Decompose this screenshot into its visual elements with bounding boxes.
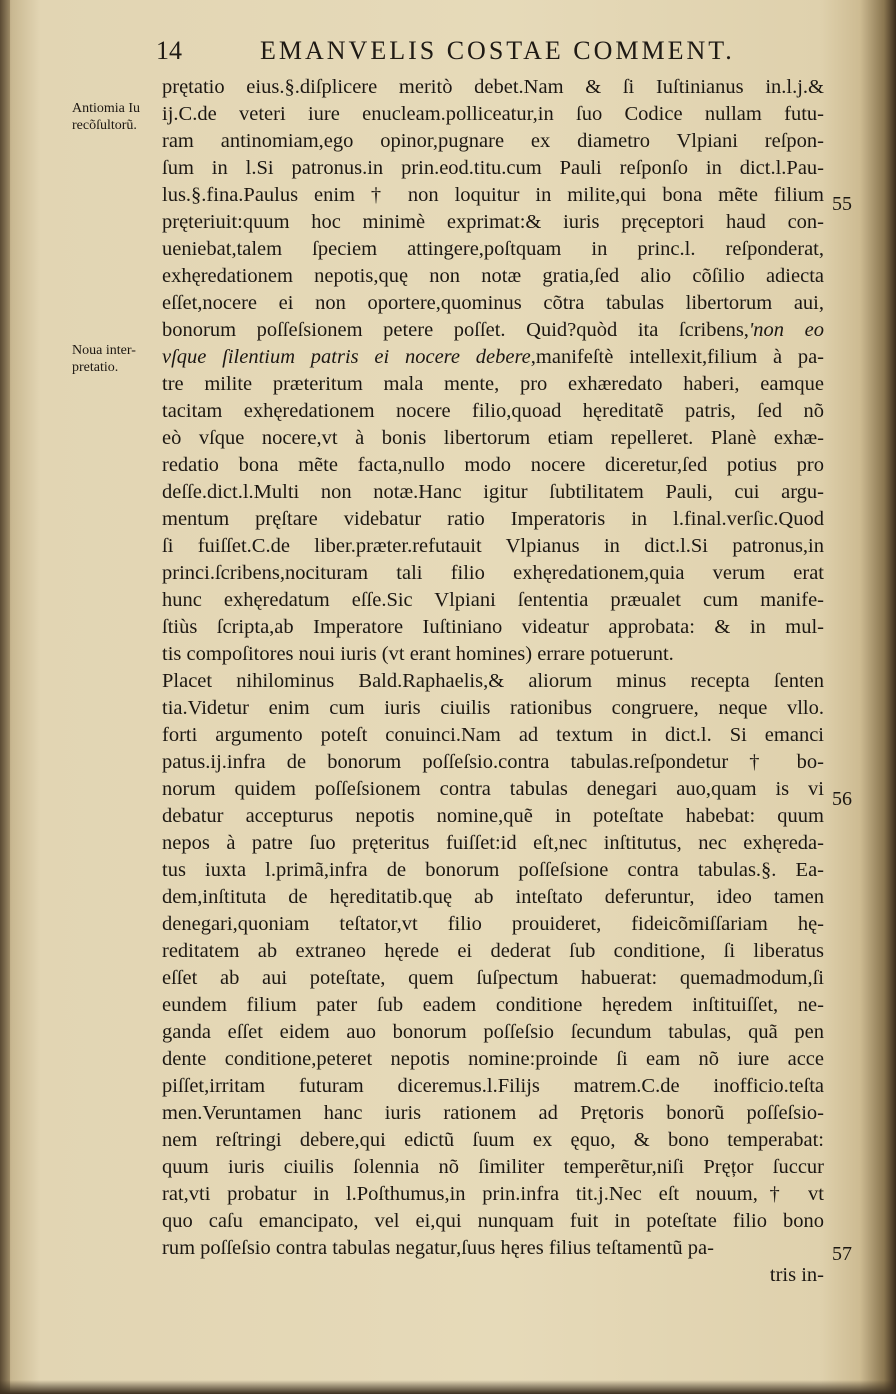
- text-line: patus.ij.infra de bonorum poſſeſsio.contra tabulas.reſpondetur † bo-: [162, 751, 824, 773]
- page-gutter: [0, 0, 10, 1394]
- margin-number-55: 55: [832, 193, 852, 215]
- text-line: men.Veruntamen hanc iuris rationem ad Prętoris bonorũ poſſeſsio-: [162, 1102, 824, 1124]
- text-line: ueniebat,talem ſpeciem attingere,poſtquam in princ.l. reſponderat,: [162, 238, 824, 260]
- text-line: pręteriuit:quum hoc minimè exprimat:& iuris pręceptori haud con-: [162, 211, 824, 233]
- text-line: dente conditione,peteret nepotis nomine:proinde ſi eam nõ iure acce: [162, 1048, 824, 1070]
- text-line: deſſe.dict.l.Multi non notæ.Hanc igitur ſubtilitatem Pauli, cui argu-: [162, 481, 824, 503]
- text-line: mentum pręſtare videbatur ratio Imperatoris in l.final.verſic.Quod: [162, 508, 824, 530]
- text-line: nem reſtringi debere,qui edictũ ſuum ex ęquo, & bono temperabat:: [162, 1129, 824, 1151]
- text-line: tus iuxta l.primã,infra de bonorum poſſeſsione contra tabulas.§. Ea-: [162, 859, 824, 881]
- text-line: ij.C.de veteri iure enucleam.polliceatur,in ſuo Codice nullam futu-: [162, 103, 824, 125]
- text-line: Placet nihilominus Bald.Raphaelis,& aliorum minus recepta ſenten: [162, 670, 824, 692]
- text-line: ſi fuiſſet.C.de liber.præter.refutauit Vlpianus in dict.l.Si patronus,in: [162, 535, 824, 557]
- margin-note-noua-interpretatio: Noua inter- pretatio.: [72, 343, 136, 375]
- text-line: dem,inſtituta de hęreditatib.quę ab inteſtato deferuntur, ideo tamen: [162, 886, 824, 908]
- text-line: eundem filium pater ſub eadem conditione hęredem inſtituiſſet, ne-: [162, 994, 824, 1016]
- text-line: exhęredationem nepotis,quę non notæ gratia,ſed alio cõſilio adiecta: [162, 265, 824, 287]
- margin-number-56: 56: [832, 788, 852, 810]
- text-line: forti argumento poteſt conuinci.Nam ad textum in dict.l. Si emanci: [162, 724, 824, 746]
- text-line: rat,vti probatur in l.Poſthumus,in prin.infra tit.j.Nec eſt nouum,† vt: [162, 1183, 824, 1205]
- text-line: redatio bona mẽte facta,nullo modo nocere diceretur,ſed potius pro: [162, 454, 824, 476]
- running-title: EMANVELIS COSTAE COMMENT.: [260, 36, 735, 65]
- margin-note-antinomia: Antiomia Iu recõſultorũ.: [72, 101, 141, 133]
- text-line: tris in-: [769, 1264, 824, 1286]
- text-line: tacitam exhęredationem nocere filio,quoad hęreditatẽ patris, ſed nõ: [162, 400, 824, 422]
- margin-number-57: 57: [832, 1243, 852, 1265]
- page-header: [150, 34, 850, 68]
- text-line: quo caſu emancipato, vel ei,qui nunquam fuit in poteſtate filio bono: [162, 1210, 824, 1232]
- text-line: hunc exhęredatum eſſe.Sic Vlpiani ſententia præualet cum manife-: [162, 589, 824, 611]
- text-line: eſſet ab aui poteſtate, quem ſuſpectum habuerat: quemadmodum,ſi: [162, 967, 824, 989]
- text-line: princi.ſcribens,nocituram tali filio exhęredationem,quia verum erat: [162, 562, 824, 584]
- text-line: reditatem ab extraneo hęrede ei dederat ſub conditione, ſi liberatus: [162, 940, 824, 962]
- folio-number: 14: [156, 36, 182, 65]
- text-line: prętatio eius.§.diſplicere meritò debet.Nam & ſi Iuſtinianus in.l.j.&: [162, 76, 824, 98]
- text-line: denegari,quoniam teſtator,vt filio prouideret, fideicõmiſſariam hę-: [162, 913, 824, 935]
- text-line: quum iuris ciuilis ſolennia nõ ſimiliter temperẽtur,niſi Pręțor ſuccur: [162, 1156, 824, 1178]
- body-text: [162, 74, 824, 1289]
- text-line: ſtiùs ſcripta,ab Imperatore Iuſtiniano videatur approbata: & in mul-: [162, 616, 824, 638]
- text-line: piſſet,irritam futuram diceremus.l.Filijs matrem.C.de inofficio.teſta: [162, 1075, 824, 1097]
- text-line: tia.Videtur enim cum iuris ciuilis rationibus congruere, neque vllo.: [162, 697, 824, 719]
- text-line: tis compoſitores noui iuris (vt erant homines) errare potuerunt.: [162, 643, 674, 665]
- text-line: ganda eſſet eidem auo bonorum poſſeſsio ſecundum tabulas, quã pen: [162, 1021, 824, 1043]
- text-line: norum quidem poſſeſsionem contra tabulas denegari auo,quam is vi: [162, 778, 824, 800]
- text-line: lus.§.fina.Paulus enim † non loquitur in milite,qui bona mẽte filium: [162, 184, 824, 206]
- text-line: nepos à patre ſuo pręteritus fuiſſet:id eſt,nec inſtitutus, nec exhęreda-: [162, 832, 824, 854]
- text-line: vſque ſilentium patris ei nocere debere,manifeſtè intellexit,filium à pa-: [162, 346, 824, 368]
- text-line: bonorum poſſeſsionem petere poſſet. Quid?quòd ita ſcribens,'non eo: [162, 319, 824, 341]
- text-line: eò vſque nocere,vt à bonis libertorum etiam repelleret. Planè exhæ-: [162, 427, 824, 449]
- text-line: eſſet,nocere ei non oportere,quominus cõtra tabulas libertorum aui,: [162, 292, 824, 314]
- text-line: rum poſſeſsio contra tabulas negatur,ſuus hęres filius teſtamentũ pa-: [162, 1237, 714, 1259]
- page-edge-shadow: [0, 1380, 896, 1394]
- text-line: tre milite præteritum mala mente, pro exhæredato haberi, eamque: [162, 373, 824, 395]
- text-line: ſum in l.Si patronus.in prin.eod.titu.cum Pauli reſponſo in dict.l.Pau-: [162, 157, 824, 179]
- text-line: ram antinomiam,ego opinor,pugnare ex diametro Vlpiani reſpon-: [162, 130, 824, 152]
- text-line: debatur accepturus nepotis nomine,quẽ in poteſtate habebat: quum: [162, 805, 824, 827]
